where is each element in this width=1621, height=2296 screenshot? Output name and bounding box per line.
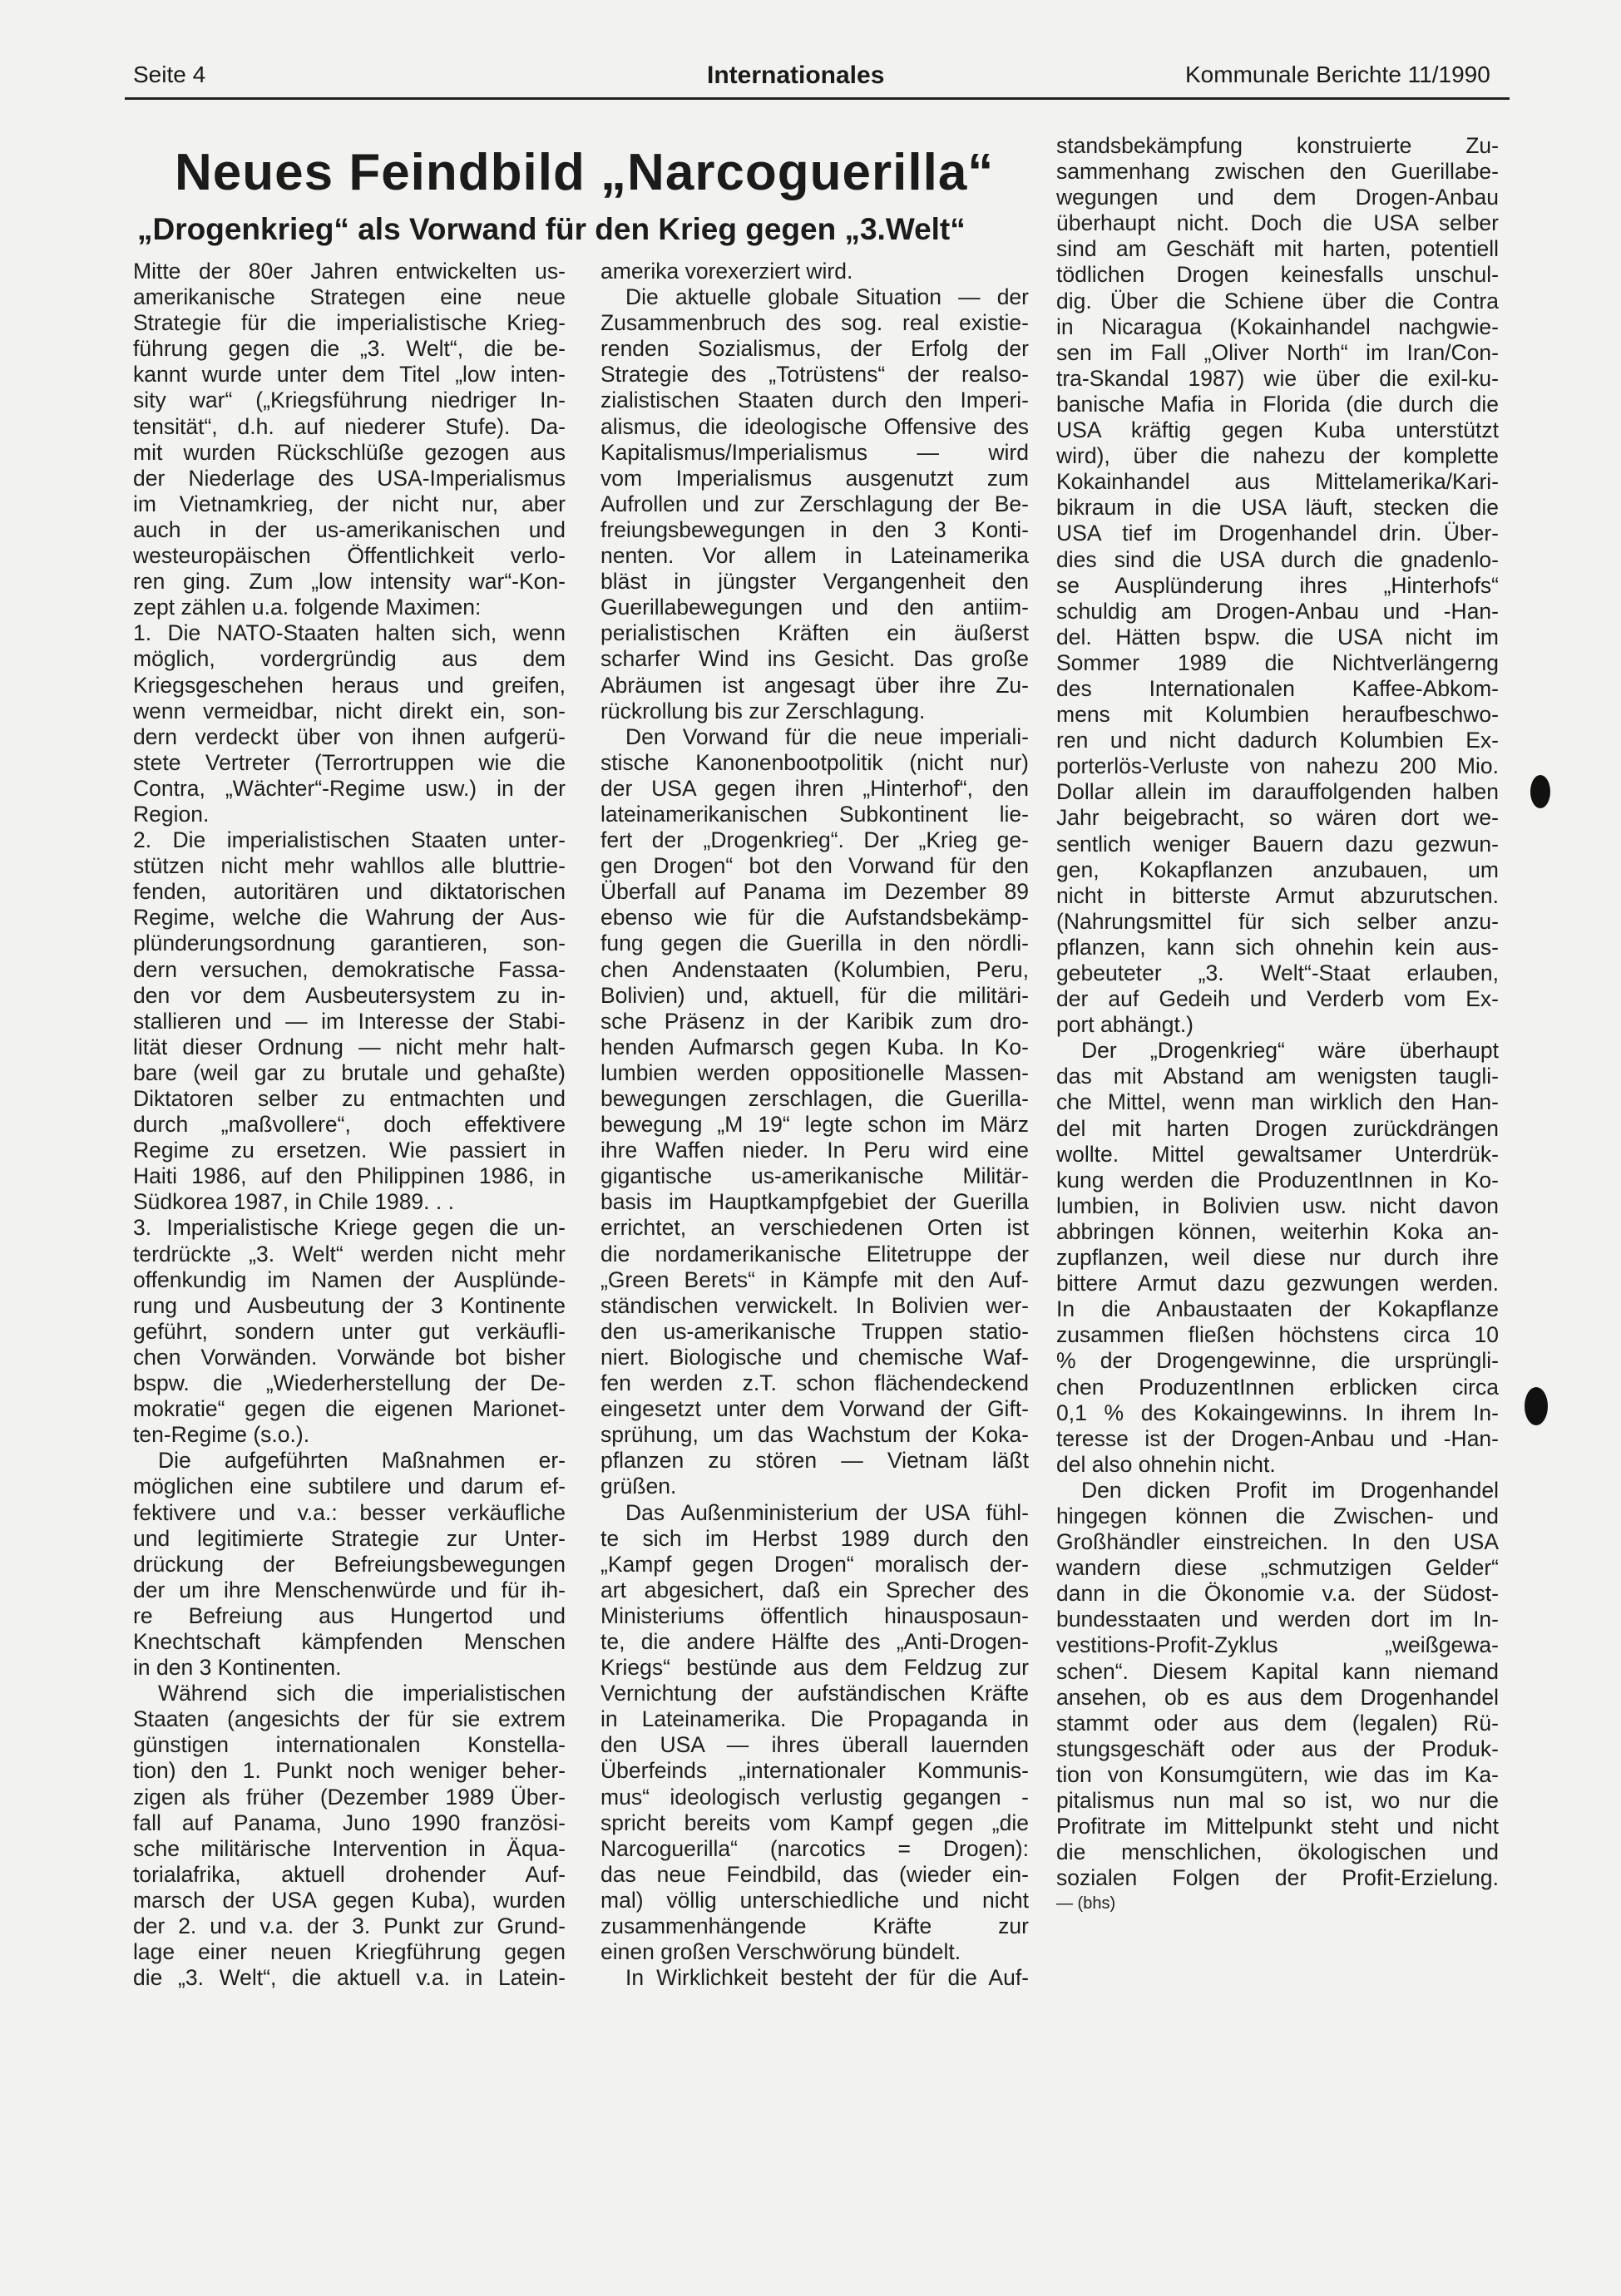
- text-line: Regime zu ersetzen. Wie passiert in: [133, 1138, 566, 1163]
- text-line: Contra, „Wächter“-Regime usw.) in der: [133, 775, 566, 801]
- text-line: basis im Hauptkampfgebiet der Guerilla: [600, 1189, 1029, 1215]
- text-line: Abräumen ist angesagt über ihre Zu-: [600, 672, 1029, 698]
- text-line: fektivere und v.a.: besser verkäufliche: [133, 1499, 566, 1525]
- text-line: mit wurden Rückschlüße gezogen aus: [133, 439, 566, 465]
- text-line: wenn vermeidbar, nicht direkt ein, son-: [133, 698, 566, 723]
- text-line: stallieren und — im Interesse der Stabi-: [133, 1008, 566, 1034]
- text-line: alismus, die ideologische Offensive des: [600, 413, 1029, 439]
- page-number: Seite 4: [133, 62, 206, 87]
- text-line: rung und Ausbeutung der 3 Kontinente: [133, 1292, 566, 1318]
- text-line: fenden, autoritären und diktatorischen: [133, 879, 566, 905]
- text-line: des Internationalen Kaffee-Abkom-: [1056, 675, 1499, 701]
- text-line: tion von Konsumgütern, wie das im Ka-: [1056, 1761, 1499, 1787]
- text-line: In die Anbaustaaten der Kokapflanze: [1056, 1296, 1499, 1322]
- text-line: torialafrika, aktuell drohender Auf-: [133, 1861, 566, 1887]
- text-line: bewegungen zerschlagen, die Guerilla-: [600, 1086, 1029, 1111]
- text-line: lateinamerikanischen Subkontinent lie-: [600, 801, 1029, 827]
- text-line: Haiti 1986, auf den Philippinen 1986, in: [133, 1163, 566, 1189]
- text-line: zupflanzen, weil diese nur durch ihre: [1056, 1245, 1499, 1271]
- text-line: sche Präsenz in der Karibik zum dro-: [600, 1008, 1029, 1034]
- text-line: Sommer 1989 die Nichtverlängerng: [1056, 649, 1499, 675]
- text-line: der um ihre Menschenwürde und für ih-: [133, 1577, 566, 1602]
- text-line: Während sich die imperialistischen: [158, 1681, 566, 1706]
- text-line: Die aufgeführten Maßnahmen er-: [158, 1448, 566, 1474]
- text-line: geführt, sondern unter gut verkäufli-: [133, 1318, 566, 1344]
- text-line: in Nicaragua (Kokainhandel nachgwie-: [1056, 314, 1499, 339]
- text-line: bläst in jüngster Vergangenheit den: [600, 569, 1029, 595]
- text-line: teresse ist der Drogen-Anbau und -Han-: [1056, 1425, 1499, 1451]
- text-line: Bolivien) und, aktuell, für die militäri-: [600, 982, 1029, 1008]
- text-line: lität dieser Ordnung — nicht mehr halt-: [133, 1034, 566, 1059]
- text-line: scharfer Wind ins Gesicht. Das große: [600, 646, 1029, 672]
- text-line: „Green Berets“ in Kämpfe mit den Auf-: [600, 1267, 1029, 1292]
- text-line: henden Aufmarsch gegen Kuba. In Ko-: [600, 1034, 1029, 1059]
- text-line: bundesstaaten und werden dort im In-: [1056, 1607, 1499, 1632]
- text-line: ansehen, ob es aus dem Drogenhandel: [1056, 1684, 1499, 1710]
- text-line: und legitimierte Strategie zur Unter-: [133, 1525, 566, 1551]
- text-line: sity war“ („Kriegsführung niedriger In-: [133, 388, 566, 413]
- publication-issue: Kommunale Berichte 11/1990: [1185, 62, 1490, 87]
- text-line: abbringen können, weiterhin Koka an-: [1056, 1218, 1499, 1244]
- text-line: ebenso wie für die Aufstandsbekämp-: [600, 905, 1029, 931]
- text-line: marsch der USA gegen Kuba), wurden: [133, 1887, 566, 1913]
- text-line: chen Andenstaaten (Kolumbien, Peru,: [600, 956, 1029, 982]
- text-line: sprühung, um das Wachstum der Koka-: [600, 1422, 1029, 1448]
- text-line: 0,1 % des Kokaingewinns. In ihrem In-: [1056, 1400, 1499, 1425]
- text-line: tödlichen Drogen keinesfalls unschul-: [1056, 262, 1499, 288]
- text-line: bspw. die „Wiederherstellung der De-: [133, 1370, 566, 1396]
- text-line: mens mit Kolumbien heraufbeschwo-: [1056, 702, 1499, 728]
- text-line: Der „Drogenkrieg“ wäre überhaupt: [1081, 1038, 1499, 1064]
- text-line: USA tief im Drogenhandel drin. Über-: [1056, 521, 1499, 546]
- text-line: Guerillabewegungen und den antiim-: [600, 595, 1029, 620]
- text-line: amerikanische Strategen eine neue: [133, 284, 566, 310]
- text-line: möglich, vordergründig aus dem: [133, 646, 566, 672]
- text-line: terdrückte „3. Welt“ werden nicht mehr: [133, 1241, 566, 1267]
- text-line: drückung der Befreiungsbewegungen: [133, 1551, 566, 1577]
- text-line: Mitte der 80er Jahren entwickelten us-: [133, 259, 566, 284]
- text-line: tra-Skandal 1987) wie über die exil-ku-: [1056, 365, 1499, 391]
- text-line: durch „maßvollere“, doch effektivere: [133, 1112, 566, 1138]
- text-line: sammenhang zwischen den Guerillabe-: [1056, 159, 1499, 185]
- text-line: den us-amerikanische Truppen statio-: [600, 1318, 1029, 1344]
- text-line: Diktatoren selber zu entmachten und: [133, 1086, 566, 1111]
- text-line: Kriegsgeschehen heraus und greifen,: [133, 672, 566, 698]
- text-line: zusammenhängende Kräfte zur: [600, 1913, 1029, 1938]
- text-line: gigantische us-amerikanische Militär-: [600, 1163, 1029, 1189]
- text-line: das neue Feindbild, das (wieder ein-: [600, 1861, 1029, 1887]
- text-line: dann in die Ökonomie v.a. der Südost-: [1056, 1581, 1499, 1607]
- text-line: errichtet, an verschiedenen Orten ist: [600, 1215, 1029, 1241]
- text-line: Staaten (angesichts der für sie extrem: [133, 1706, 566, 1732]
- punch-hole-mark: [1525, 1387, 1548, 1425]
- text-line: Narcoguerilla“ (narcotics = Drogen):: [600, 1835, 1029, 1861]
- text-line: fert der „Drogenkrieg“. Der „Krieg ge-: [600, 827, 1029, 853]
- text-line: stete Vertreter (Terrortruppen wie die: [133, 749, 566, 775]
- text-line: gen, Kokapflanzen anzubauen, um: [1056, 857, 1499, 882]
- text-line: 2. Die imperialistischen Staaten unter-: [133, 827, 566, 853]
- text-line: auch in der us-amerikanischen und: [133, 516, 566, 542]
- text-column-3: [1056, 133, 1499, 1917]
- text-line: Überfall auf Panama im Dezember 89: [600, 879, 1029, 905]
- text-line: der Niederlage des USA-Imperialismus: [133, 465, 566, 491]
- text-line: niert. Biologische und chemische Waf-: [600, 1344, 1029, 1370]
- text-line: bikraum in die USA läuft, stecken die: [1056, 495, 1499, 521]
- text-line: plünderungsordnung garantieren, son-: [133, 931, 566, 956]
- text-line: wird), über die nahezu der komplette: [1056, 443, 1499, 469]
- text-line: port abhängt.): [1056, 1012, 1194, 1038]
- text-line: del also ohnehin nicht.: [1056, 1451, 1276, 1477]
- text-line: 1. Die NATO-Staaten halten sich, wenn: [133, 620, 566, 646]
- text-line: Profitrate im Mittelpunkt steht und nicht: [1056, 1814, 1499, 1839]
- text-line: chen ProduzentInnen erblicken circa: [1056, 1374, 1499, 1400]
- text-line: das mit Abstand am wenigsten taugli-: [1056, 1064, 1499, 1089]
- text-line: tensität“, d.h. auf niederer Stufe). Da-: [133, 413, 566, 439]
- text-line: Kokainhandel aus Mittelamerika/Kari-: [1056, 469, 1499, 495]
- text-line: art abgesichert, daß ein Sprecher des: [600, 1577, 1029, 1602]
- text-line: fall auf Panama, Juno 1990 französi-: [133, 1810, 566, 1835]
- text-line: del. Hätten bspw. die USA nicht im: [1056, 624, 1499, 649]
- text-line: „Kampf gegen Drogen“ moralisch der-: [600, 1551, 1029, 1577]
- text-line: In Wirklichkeit besteht der für die Auf-: [625, 1965, 1029, 1991]
- text-line: sche militärische Intervention in Äqua-: [133, 1835, 566, 1861]
- text-line: 3. Imperialistische Kriege gegen die un-: [133, 1215, 566, 1241]
- text-line: schen“. Diesem Kapital kann niemand: [1056, 1658, 1499, 1684]
- text-line: wandern diese „schmutzigen Gelder“: [1056, 1555, 1499, 1581]
- text-line: wollte. Mittel gewaltsamer Unterdrük-: [1056, 1141, 1499, 1167]
- article-title: Neues Feindbild „Narcoguerilla“: [175, 144, 995, 201]
- text-line: pflanzen, kann sich ohnehin kein aus-: [1056, 934, 1499, 960]
- text-line: Den Vorwand für die neue imperiali-: [625, 723, 1029, 749]
- text-line: Dollar allein im darauffolgenden halben: [1056, 779, 1499, 805]
- text-line: Regime, welche die Wahrung der Aus-: [133, 905, 566, 931]
- text-line: der 2. und v.a. der 3. Punkt zur Grund-: [133, 1913, 566, 1938]
- text-line: freiungsbewegungen in den 3 Konti-: [600, 516, 1029, 542]
- text-line: sen im Fall „Oliver North“ im Iran/Con-: [1056, 339, 1499, 365]
- text-line: fung gegen die Guerilla in den nördli-: [600, 931, 1029, 956]
- text-line: die nordamerikanische Elitetruppe der: [600, 1241, 1029, 1267]
- text-line: Vernichtung der aufständischen Kräfte: [600, 1681, 1029, 1706]
- text-line: bare (weil gar zu brutale und gehaßte): [133, 1059, 566, 1085]
- text-line: in Lateinamerika. Die Propaganda in: [600, 1706, 1029, 1732]
- text-line: Ministeriums öffentlich hinausposaun-: [600, 1602, 1029, 1628]
- text-line: pitalismus nun mal so ist, wo nur die: [1056, 1788, 1499, 1813]
- text-line: del mit harten Drogen zurückdrängen: [1056, 1115, 1499, 1141]
- text-line: Die aktuelle globale Situation — der: [625, 284, 1029, 310]
- text-line: Aufrollen und zur Zerschlagung der Be-: [600, 491, 1029, 516]
- text-line: banische Mafia in Florida (die durch die: [1056, 391, 1499, 417]
- text-line: nicht in bitterste Armut abzurutschen.: [1056, 882, 1499, 908]
- text-line: re Befreiung aus Hungertod und: [133, 1602, 566, 1628]
- text-line: die „3. Welt“, die aktuell v.a. in Latein-: [133, 1965, 566, 1991]
- text-line: Den dicken Profit im Drogenhandel: [1081, 1477, 1499, 1503]
- text-line: eingesetzt unter dem Vorwand der Gift-: [600, 1396, 1029, 1422]
- text-line: sozialen Folgen der Profit-Erzielung.: [1056, 1865, 1499, 1891]
- text-line: offenkundig im Namen der Ausplünde-: [133, 1267, 566, 1292]
- text-line: nenten. Vor allem in Lateinamerika: [600, 543, 1029, 569]
- text-line: Kapitalismus/Imperialismus — wird: [600, 439, 1029, 465]
- section-title: Internationales: [707, 62, 885, 89]
- text-line: den vor dem Ausbeutersystem zu in-: [133, 982, 566, 1008]
- text-line: überhaupt nicht. Doch die USA selber: [1056, 210, 1499, 236]
- text-line: im Vietnamkrieg, der nicht nur, aber: [133, 491, 566, 516]
- text-line: schuldig am Drogen-Anbau und -Han-: [1056, 598, 1499, 624]
- text-line: lage einer neuen Kriegführung gegen: [133, 1939, 566, 1965]
- text-line: pflanzen zu stören — Vietnam läßt: [600, 1448, 1029, 1474]
- text-line: in den 3 Kontinenten.: [133, 1655, 342, 1681]
- text-line: der USA gegen ihren „Hinterhof“, den: [600, 775, 1029, 801]
- text-line: mus“ ideologisch verlustig gegangen -: [600, 1784, 1029, 1810]
- text-line: stungsgeschäft oder aus der Produk-: [1056, 1736, 1499, 1761]
- text-line: gebeuteter „3. Welt“-Staat erlauben,: [1056, 960, 1499, 985]
- text-line: ren und nicht dadurch Kolumbien Ex-: [1056, 728, 1499, 753]
- text-line: bittere Armut dazu gezwungen werden.: [1056, 1271, 1499, 1296]
- author-signature: — (bhs): [1056, 1894, 1116, 1913]
- article-subtitle: „Drogenkrieg“ als Vorwand für den Krieg gegen „3.Welt“: [137, 212, 966, 246]
- text-line: ren ging. Zum „low intensity war“-Kon-: [133, 569, 566, 595]
- text-line: zigen als früher (Dezember 1989 Über-: [133, 1784, 566, 1810]
- text-line: zialistischen Staaten durch den Imperi-: [600, 388, 1029, 413]
- text-line: lumbien, in Bolivien usw. nicht davon: [1056, 1192, 1499, 1218]
- text-line: Südkorea 1987, in Chile 1989. . .: [133, 1189, 454, 1215]
- text-line: che Mittel, wenn man wirklich den Han-: [1056, 1089, 1499, 1115]
- text-column-2: [600, 259, 1029, 1991]
- text-line: vestitions-Profit-Zyklus „weißgewa-: [1056, 1632, 1499, 1658]
- text-line: USA kräftig gegen Kuba unterstützt: [1056, 417, 1499, 443]
- text-line: tion) den 1. Punkt noch weniger beher-: [133, 1758, 566, 1784]
- text-line: te, die andere Hälfte des „Anti-Drogen-: [600, 1628, 1029, 1654]
- text-line: einen großen Verschwörung bündelt.: [600, 1939, 961, 1965]
- text-line: mokratie“ gegen die eigenen Marionet-: [133, 1396, 566, 1422]
- text-line: zusammen fließen höchstens circa 10: [1056, 1322, 1499, 1348]
- text-line: Großhändler einstreichen. In den USA: [1056, 1529, 1499, 1555]
- text-line: zept zählen u.a. folgende Maximen:: [133, 595, 482, 620]
- text-line: den USA — ihres überall lauernden: [600, 1732, 1029, 1758]
- text-line: (Nahrungsmittel für sich selber anzu-: [1056, 908, 1499, 934]
- text-line: stützen nicht mehr wahllos alle bluttrie-: [133, 853, 566, 879]
- text-line: renden Sozialismus, der Erfolg der: [600, 336, 1029, 362]
- text-line: günstigen internationalen Konstella-: [133, 1732, 566, 1758]
- text-line: die menschlichen, ökologischen und: [1056, 1839, 1499, 1865]
- text-line: grüßen.: [600, 1474, 677, 1499]
- text-line: dern verdeckt über von ihnen aufgerü-: [133, 723, 566, 749]
- text-line: stische Kanonenbootpolitik (nicht nur): [600, 749, 1029, 775]
- text-line: bewegung „M 19“ legte schon im März: [600, 1112, 1029, 1138]
- text-line: dern versuchen, demokratische Fassa-: [133, 956, 566, 982]
- text-line: lumbien werden oppositionelle Massen-: [600, 1059, 1029, 1085]
- text-line: rückrollung bis zur Zerschlagung.: [600, 698, 926, 723]
- text-line: mal) völlig unterschiedliche und nicht: [600, 1887, 1029, 1913]
- text-line: stammt oder aus dem (legalen) Rü-: [1056, 1710, 1499, 1736]
- text-line: hingegen können die Zwischen- und: [1056, 1503, 1499, 1528]
- text-line: wegungen und dem Drogen-Anbau: [1056, 185, 1499, 210]
- text-column-1: [133, 259, 566, 1991]
- text-line: gen Drogen“ bot den Vorwand für den: [600, 853, 1029, 879]
- text-line: amerika vorexerziert wird.: [600, 259, 853, 284]
- text-line: fen werden z.T. schon flächendeckend: [600, 1370, 1029, 1396]
- text-line: westeuropäischen Öffentlichkeit verlo-: [133, 543, 566, 569]
- text-line: se Ausplünderung ihres „Hinterhofs“: [1056, 572, 1499, 598]
- punch-hole-mark: [1530, 775, 1550, 808]
- text-line: Region.: [133, 801, 210, 827]
- text-line: Strategie des „Totrüstens“ der realso-: [600, 362, 1029, 388]
- text-line: spricht bereits vom Kampf gegen „die: [600, 1810, 1029, 1835]
- text-line: sind am Geschäft mit harten, potentiell: [1056, 236, 1499, 262]
- text-line: möglichen eine subtilere und darum ef-: [133, 1474, 566, 1499]
- text-line: Überfeinds „internationaler Kommunis-: [600, 1758, 1029, 1784]
- text-line: kung werden die ProduzentInnen in Ko-: [1056, 1167, 1499, 1192]
- text-line: standsbekämpfung konstruierte Zu-: [1056, 133, 1499, 158]
- text-line: Zusammenbruch des sog. real existie-: [600, 310, 1029, 336]
- text-line: kannt wurde unter dem Titel „low inten-: [133, 362, 566, 388]
- text-line: chen Vorwänden. Vorwände bot bisher: [133, 1344, 566, 1370]
- text-line: dig. Über die Schiene über die Contra: [1056, 288, 1499, 314]
- text-line: ihre Waffen nieder. In Peru wird eine: [600, 1138, 1029, 1163]
- text-line: perialistischen Kräften ein äußerst: [600, 620, 1029, 646]
- text-line: porterlös-Verluste von nahezu 200 Mio.: [1056, 753, 1499, 779]
- text-line: Das Außenministerium der USA fühl-: [625, 1499, 1029, 1525]
- text-line: dies sind die USA durch die gnadenlo-: [1056, 546, 1499, 572]
- header-rule: [125, 97, 1510, 100]
- text-line: % der Drogengewinne, die ursprüngli-: [1056, 1348, 1499, 1374]
- text-line: sentlich weniger Bauern dazu gezwun-: [1056, 831, 1499, 857]
- text-line: Knechtschaft kämpfenden Menschen: [133, 1628, 566, 1654]
- text-line: führung gegen die „3. Welt“, die be-: [133, 336, 566, 362]
- text-line: ten-Regime (s.o.).: [133, 1422, 310, 1448]
- text-line: Jahr beigebracht, so wären dort we-: [1056, 805, 1499, 831]
- text-line: Kriegs“ bestünde aus dem Feldzug zur: [600, 1655, 1029, 1681]
- text-line: Strategie für die imperialistische Krieg-: [133, 310, 566, 336]
- text-line: vom Imperialismus ausgenutzt zum: [600, 465, 1029, 491]
- text-line: der auf Gedeih und Verderb vom Ex-: [1056, 986, 1499, 1012]
- text-line: te sich im Herbst 1989 durch den: [600, 1525, 1029, 1551]
- text-line: ständischen verwickelt. In Bolivien wer-: [600, 1292, 1029, 1318]
